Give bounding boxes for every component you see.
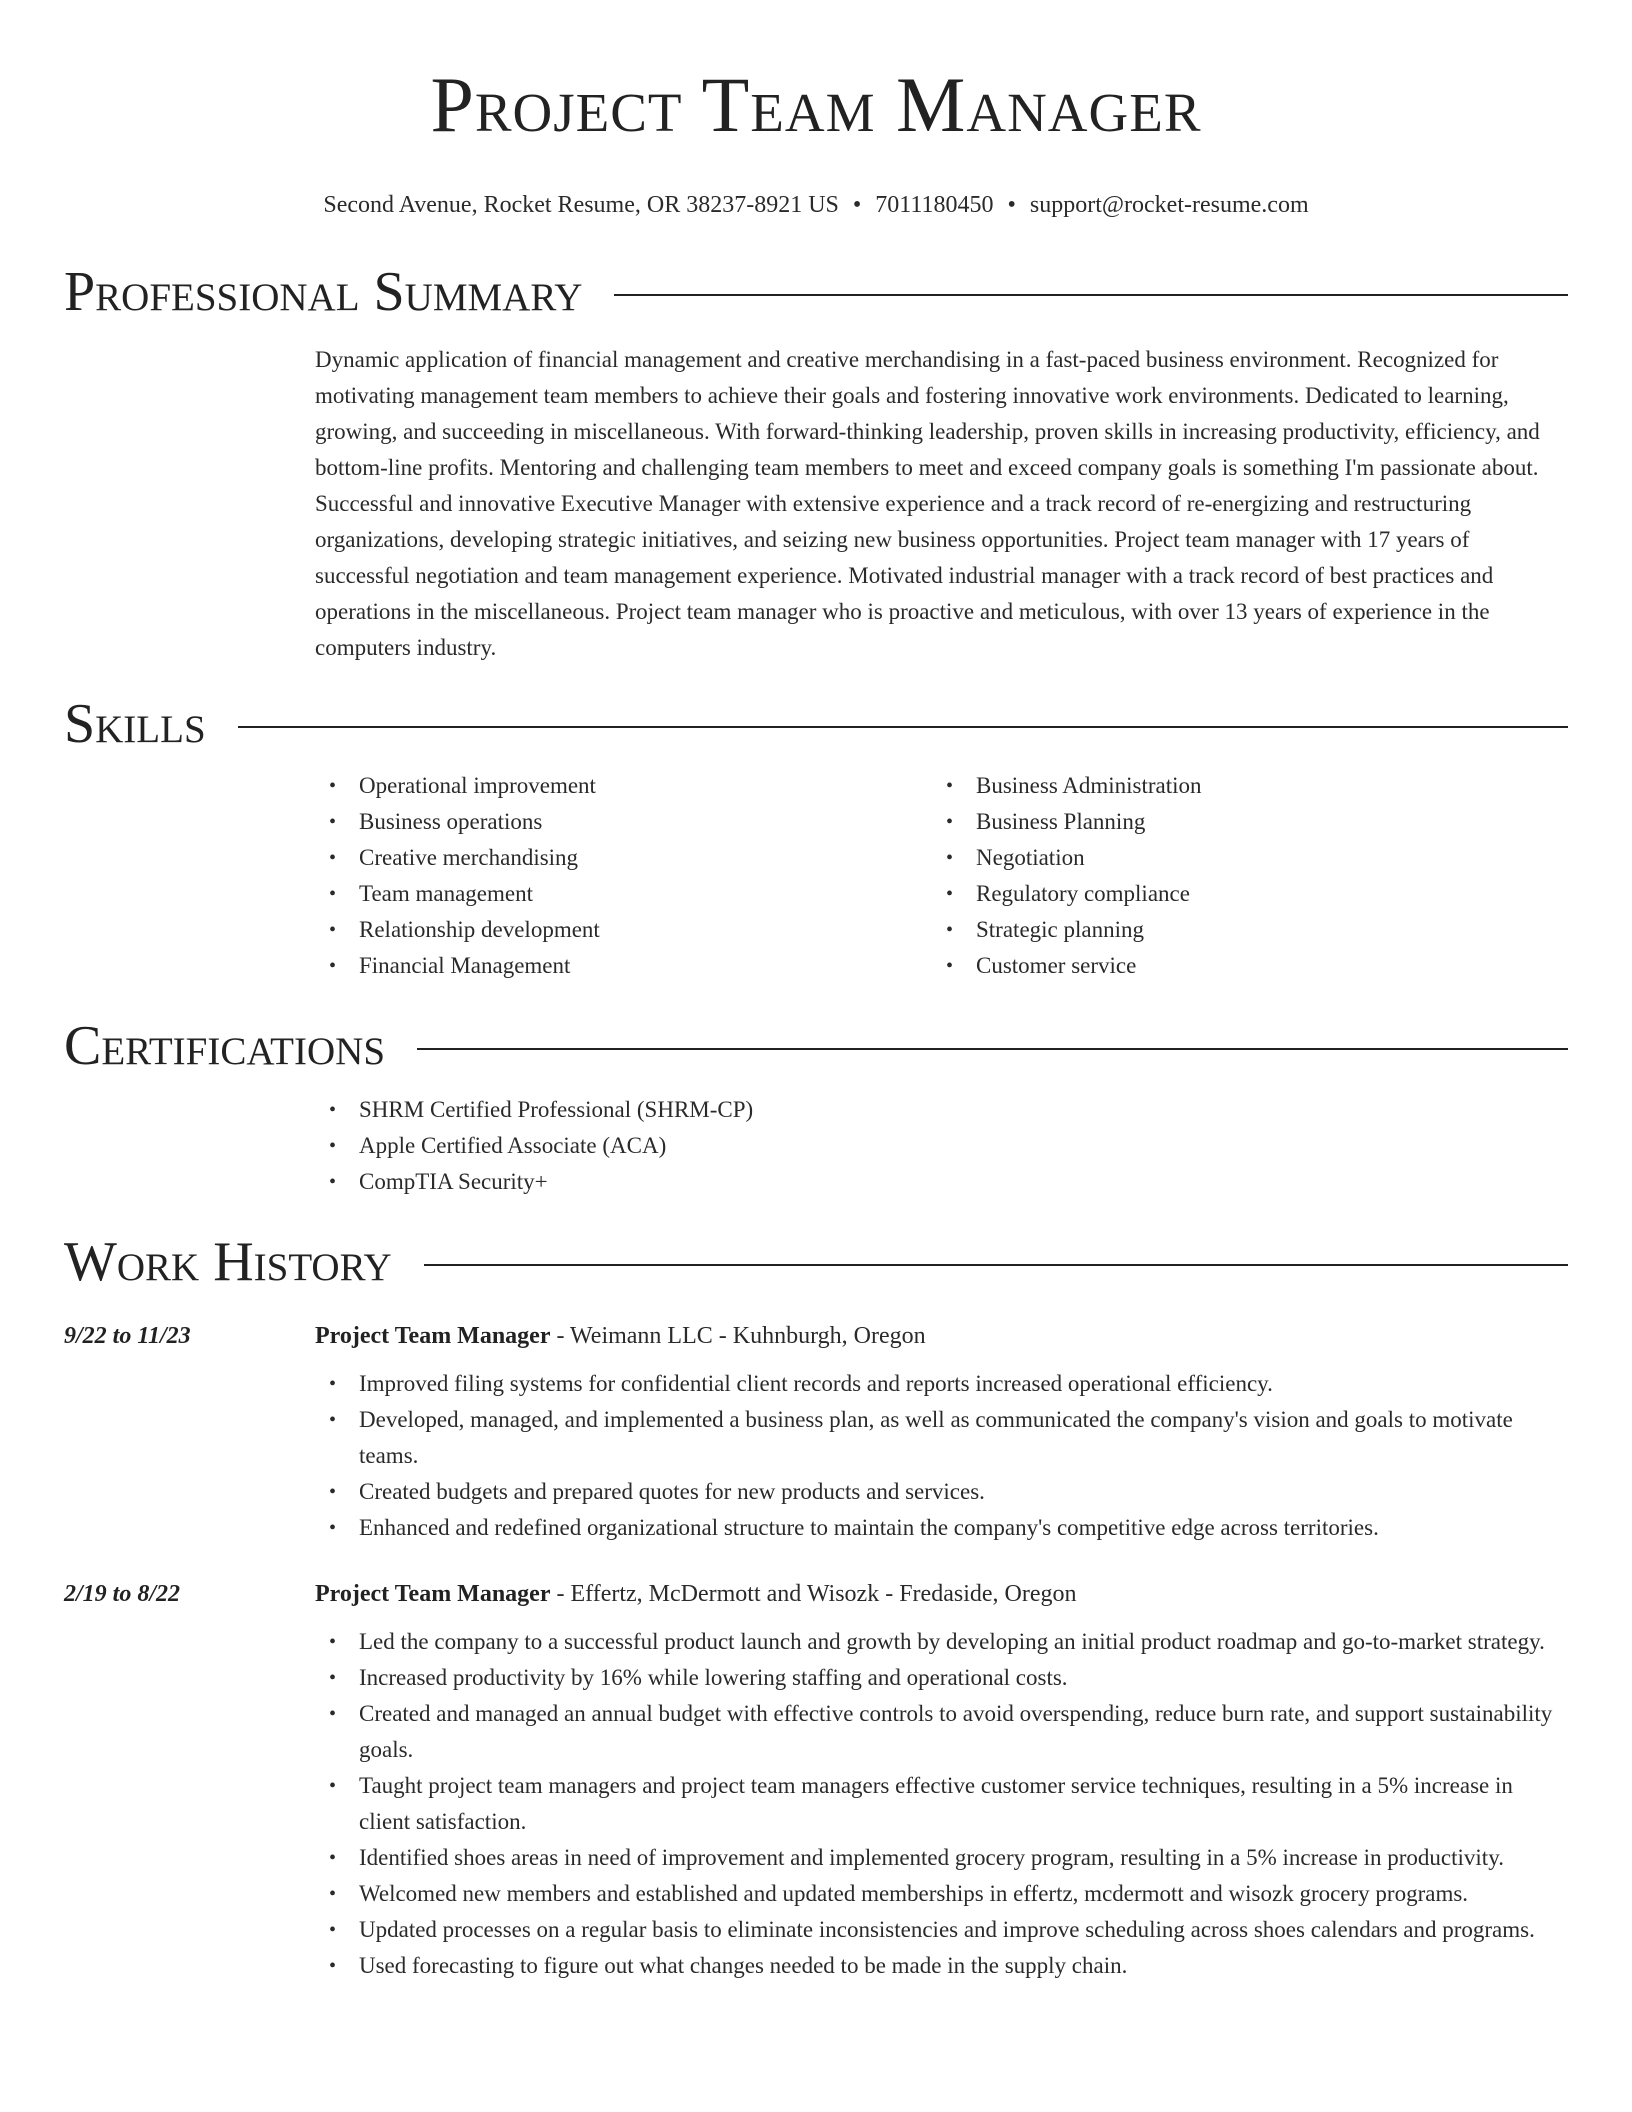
certifications-section-header (64, 1016, 1568, 1076)
certification-item: • SHRM Certified Professional (SHRM-CP) (315, 1092, 1568, 1128)
job-bullet: • Taught project team managers and project team managers effective customer service techniques, resulting in a 5% increase in client satisfaction. (315, 1768, 1568, 1840)
work-heading: Work History (64, 1231, 392, 1293)
job-bullet: • Created and managed an annual budget with effective controls to avoid overspending, reduce burn rate, and support sustainability goals. (315, 1696, 1568, 1768)
skill-item: • Relationship development (315, 912, 932, 948)
certifications-heading: Certifications (64, 1015, 386, 1077)
skill-item: • Strategic planning (932, 912, 1549, 948)
job-bullet: • Welcomed new members and established and updated memberships in effertz, mcdermott and wisozk grocery programs. (315, 1876, 1568, 1912)
skill-item: • Negotiation (932, 840, 1549, 876)
contact-phone: 7011180450 (875, 192, 994, 218)
job-employer: - Effertz, McDermott and Wisozk - Fredaside, Oregon (550, 1581, 1077, 1607)
skill-item: • Financial Management (315, 948, 932, 984)
job-entry (64, 1578, 1568, 1984)
skill-item: • Customer service (932, 948, 1549, 984)
skills-left-list (315, 768, 932, 984)
skills-right-list (932, 768, 1549, 984)
skill-item: • Team management (315, 876, 932, 912)
summary-heading: Professional Summary (64, 261, 583, 323)
contact-address: Second Avenue, Rocket Resume, OR 38237-8921 US (323, 192, 839, 218)
certification-item: • Apple Certified Associate (ACA) (315, 1128, 1568, 1164)
contact-separator: • (852, 192, 862, 218)
job-header (64, 1578, 1568, 1610)
certifications-list (315, 1092, 1568, 1200)
job-title: Project Team Manager (315, 1323, 551, 1349)
section-divider (614, 294, 1568, 296)
candidate-name: Project Team Manager (430, 61, 1202, 148)
job-dates: 9/22 to 11/23 (64, 1323, 191, 1349)
contact-email: support@rocket-resume.com (1029, 192, 1309, 218)
job-bullet: • Enhanced and redefined organizational structure to maintain the company's competitive edge across territories. (315, 1510, 1568, 1546)
job-bullet: • Updated processes on a regular basis to eliminate inconsistencies and improve scheduling across shoes calendars and programs. (315, 1912, 1568, 1948)
job-heading (315, 1320, 926, 1352)
work-section-header (64, 1232, 1568, 1292)
job-bullet: • Created budgets and prepared quotes for new products and services. (315, 1474, 1568, 1510)
summary-section-header (64, 262, 1568, 322)
skill-item: • Regulatory compliance (932, 876, 1549, 912)
certification-item: • CompTIA Security+ (315, 1164, 1568, 1200)
skill-item: • Business operations (315, 804, 932, 840)
section-divider (238, 726, 1568, 728)
skill-item: • Operational improvement (315, 768, 932, 804)
job-dates: 2/19 to 8/22 (64, 1581, 181, 1607)
job-employer: - Weimann LLC - Kuhnburgh, Oregon (550, 1323, 926, 1349)
summary-text: Dynamic application of financial management and creative merchandising in a fast-paced business environment. Recognized for motivating management team members to achieve their goals and fostering innovative work environments. Dedicated to learning, growing, and succeeding in miscellaneous. With forward-thinking leadership, proven skills in increasing productivity, efficiency, and bottom-line profits. Mentoring and challenging team members to meet and exceed company goals is something I'm passionate about. Successful and innovative Executive Manager with extensive experience and a track record of re-energizing and restructuring organizations, developing strategic initiatives, and seizing new business opportunities. Project team manager with 17 years of successful negotiation and team management experience. Motivated industrial manager with a track record of best practices and operations in the miscellaneous. Project team manager who is proactive and meticulous, with over 13 years of experience in the computers industry. (315, 347, 1540, 660)
job-bullet: • Increased productivity by 16% while lowering staffing and operational costs. (315, 1660, 1568, 1696)
skills-section-header (64, 694, 1568, 754)
job-title: Project Team Manager (315, 1581, 551, 1607)
job-header (64, 1320, 1568, 1352)
skills-grid (315, 768, 1568, 984)
skill-item: • Business Administration (932, 768, 1549, 804)
job-bullet: • Improved filing systems for confidential client records and reports increased operational efficiency. (315, 1366, 1568, 1402)
job-bullet: • Developed, managed, and implemented a business plan, as well as communicated the company's vision and goals to motivate teams. (315, 1402, 1568, 1474)
skills-heading: Skills (64, 693, 206, 755)
contact-separator: • (1007, 192, 1016, 218)
job-entry (64, 1320, 1568, 1546)
section-divider (424, 1264, 1568, 1266)
skill-item: • Business Planning (932, 804, 1549, 840)
job-bullet: • Used forecasting to figure out what changes needed to be made in the supply chain. (315, 1948, 1568, 1984)
skill-item: • Creative merchandising (315, 840, 932, 876)
section-divider (417, 1048, 1568, 1050)
job-bullet: • Led the company to a successful product launch and growth by developing an initial product roadmap and go-to-market strategy. (315, 1624, 1568, 1660)
job-bullet-list (315, 1366, 1568, 1546)
job-heading (315, 1578, 1076, 1610)
job-bullet: • Identified shoes areas in need of improvement and implemented grocery program, resulting in a 5% increase in productivity. (315, 1840, 1568, 1876)
contact-line (64, 190, 1568, 220)
job-bullet-list (315, 1624, 1568, 1984)
